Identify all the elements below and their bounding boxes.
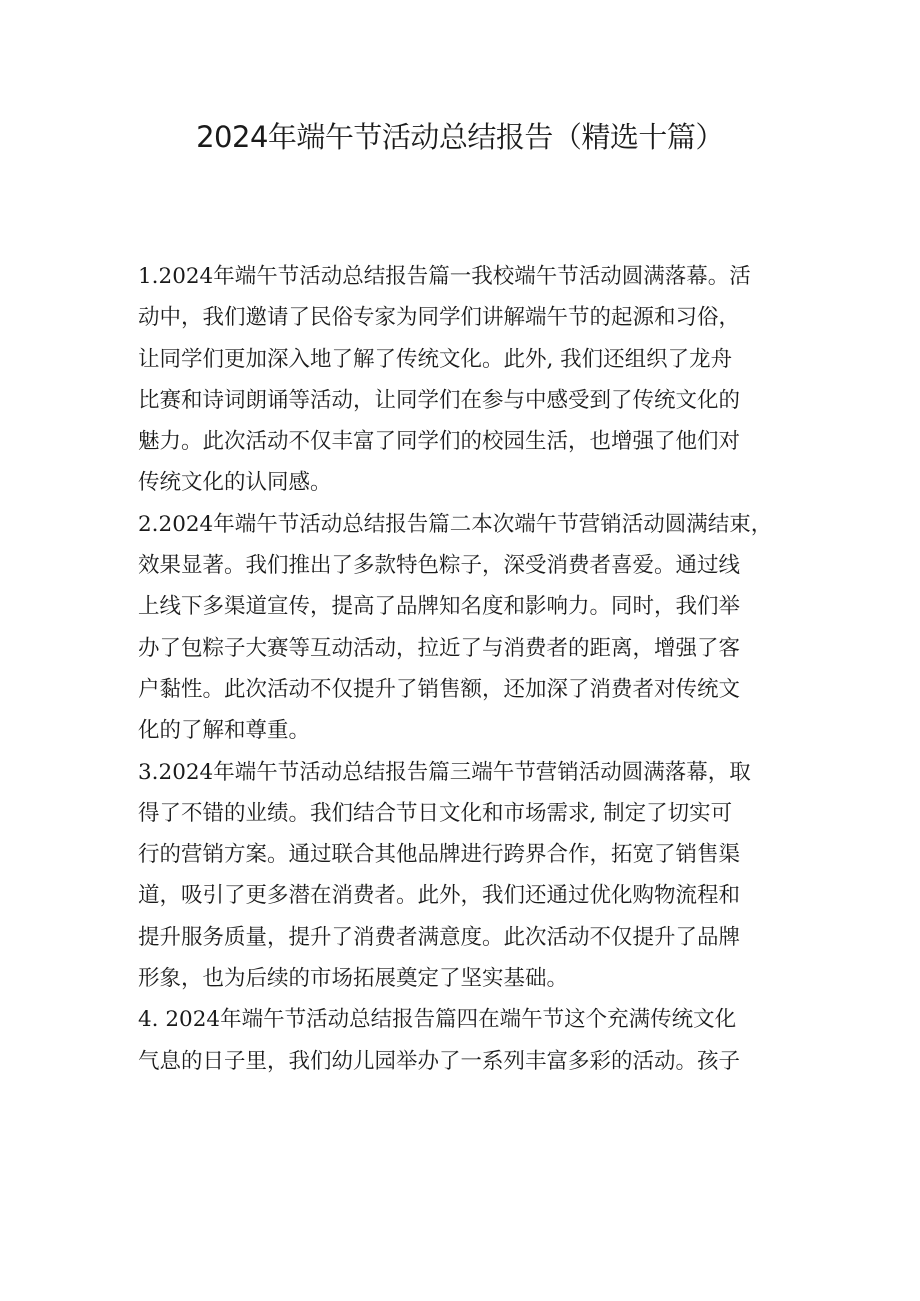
body-line: 形象，也为后续的市场拓展奠定了坚实基础。 bbox=[138, 966, 569, 992]
body-line: 户黏性。此次活动不仅提升了销售额，还加深了消费者对传统文 bbox=[138, 676, 741, 702]
document-title: 2024年端午节活动总结报告（精选十篇） bbox=[196, 120, 724, 154]
body-line: 行的营销方案。通过联合其他品牌进行跨界合作，拓宽了销售渠 bbox=[138, 842, 741, 868]
body-line: 道，吸引了更多潜在消费者。此外，我们还通过优化购物流程和 bbox=[138, 883, 741, 909]
body-line: 3.2024年端午节活动总结报告篇三端午节营销活动圆满落幕，取 bbox=[138, 759, 751, 785]
body-line: 4. 2024年端午节活动总结报告篇四在端午节这个充满传统文化 bbox=[138, 1007, 737, 1033]
body-line: 效果显著。我们推出了多款特色粽子，深受消费者喜爱。通过线 bbox=[138, 553, 741, 579]
body-line: 化的了解和尊重。 bbox=[138, 718, 311, 744]
body-line: 传统文化的认同感。 bbox=[138, 470, 332, 496]
body-line: 得了不错的业绩。我们结合节日文化和市场需求, 制定了切实可 bbox=[138, 800, 733, 826]
body-line: 比赛和诗词朗诵等活动，让同学们在参与中感受到了传统文化的 bbox=[138, 387, 741, 413]
body-line: 上线下多渠道宣传，提高了品牌知名度和影响力。同时，我们举 bbox=[138, 594, 741, 620]
body-line: 气息的日子里，我们幼儿园举办了一系列丰富多彩的活动。孩子 bbox=[138, 1048, 741, 1074]
body-line: 魅力。此次活动不仅丰富了同学们的校园生活，也增强了他们对 bbox=[138, 429, 741, 455]
body-line: 让同学们更加深入地了解了传统文化。此外, 我们还组织了龙舟 bbox=[138, 346, 733, 372]
body-line: 2.2024年端午节活动总结报告篇二本次端午节营销活动圆满结束， bbox=[138, 511, 773, 537]
body-line: 提升服务质量，提升了消费者满意度。此次活动不仅提升了品牌 bbox=[138, 924, 741, 950]
body-line: 办了包粽子大赛等互动活动，拉近了与消费者的距离，增强了客 bbox=[138, 635, 741, 661]
document-body bbox=[138, 256, 793, 1082]
body-line: 动中，我们邀请了民俗专家为同学们讲解端午节的起源和习俗， bbox=[138, 305, 741, 331]
body-line: 1.2024年端午节活动总结报告篇一我校端午节活动圆满落幕。活 bbox=[138, 264, 751, 289]
